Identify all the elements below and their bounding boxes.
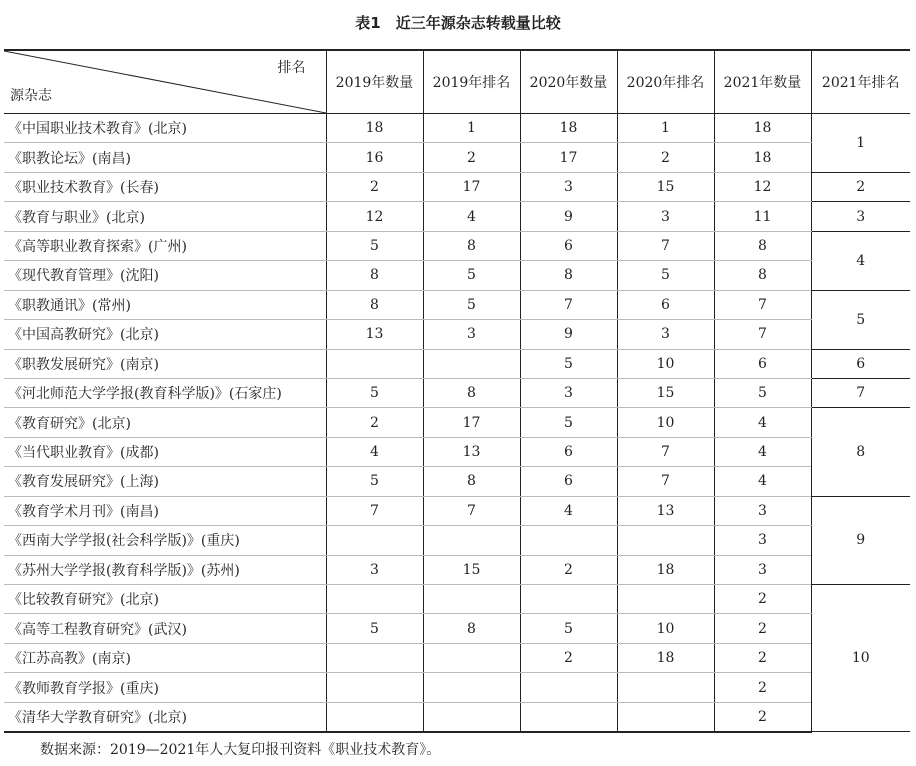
count-cell: 9 (520, 202, 617, 231)
rank-cell: 3 (617, 320, 714, 349)
count-cell (326, 643, 423, 672)
rank-cell (617, 526, 714, 555)
rank-cell: 1 (617, 114, 714, 143)
rank-2021-cell: 7 (811, 378, 910, 407)
journal-name-cell: 《西南大学学报(社会科学版)》(重庆) (4, 526, 326, 555)
table-row (4, 702, 910, 731)
rank-cell: 18 (617, 555, 714, 584)
table-row (4, 673, 910, 702)
rank-cell: 10 (617, 349, 714, 378)
table-header-row (4, 50, 910, 114)
journal-name-cell: 《中国高教研究》(北京) (4, 320, 326, 349)
rank-cell: 5 (423, 290, 520, 319)
count-cell: 4 (326, 437, 423, 466)
journal-name-cell: 《教育与职业》(北京) (4, 202, 326, 231)
count-cell: 2 (714, 673, 811, 702)
journal-name-cell: 《职业技术教育》(长春) (4, 172, 326, 201)
rank-2021-cell: 6 (811, 349, 910, 378)
journal-name-cell: 《高等工程教育研究》(武汉) (4, 614, 326, 643)
journal-name-cell: 《教师教育学报》(重庆) (4, 673, 326, 702)
count-cell: 4 (714, 437, 811, 466)
table-row (4, 114, 910, 143)
table-row (4, 320, 910, 349)
rank-2021-cell: 4 (811, 231, 910, 290)
rank-2021-cell: 10 (811, 585, 910, 732)
column-header: 2019年排名 (423, 50, 520, 114)
table-row (4, 231, 910, 260)
rank-cell: 8 (423, 467, 520, 496)
count-cell: 11 (714, 202, 811, 231)
column-header: 2020年数量 (520, 50, 617, 114)
table-title: 表1 近三年源杂志转载量比较 (355, 14, 561, 32)
count-cell: 12 (326, 202, 423, 231)
count-cell: 8 (520, 261, 617, 290)
rank-cell: 5 (423, 261, 520, 290)
count-cell: 6 (520, 437, 617, 466)
data-source-note: 数据来源：2019—2021年人大复印报刊资料《职业技术教育》。 (40, 742, 441, 758)
journal-name-cell: 《当代职业教育》(成都) (4, 437, 326, 466)
journal-name-cell: 《职教通讯》(常州) (4, 290, 326, 319)
table-row (4, 202, 910, 231)
count-cell (520, 673, 617, 702)
rank-cell: 4 (423, 202, 520, 231)
rank-cell: 17 (423, 172, 520, 201)
table-row (4, 643, 910, 672)
table-row (4, 378, 910, 407)
journal-name-cell: 《职教发展研究》(南京) (4, 349, 326, 378)
column-header: 2019年数量 (326, 50, 423, 114)
count-cell: 3 (714, 555, 811, 584)
count-cell: 3 (714, 526, 811, 555)
table-row (4, 585, 910, 614)
rank-cell: 8 (423, 231, 520, 260)
count-cell: 12 (714, 172, 811, 201)
rank-cell: 8 (423, 378, 520, 407)
rank-cell: 2 (617, 143, 714, 172)
count-cell (520, 526, 617, 555)
rank-cell: 7 (617, 437, 714, 466)
journal-name-cell: 《高等职业教育探索》(广州) (4, 231, 326, 260)
count-cell: 6 (714, 349, 811, 378)
table-row (4, 526, 910, 555)
count-cell: 4 (714, 467, 811, 496)
rank-cell: 3 (617, 202, 714, 231)
rank-cell (617, 702, 714, 731)
rank-cell: 3 (423, 320, 520, 349)
rank-cell: 18 (617, 643, 714, 672)
journal-name-cell: 《中国职业技术教育》(北京) (4, 114, 326, 143)
rank-2021-cell: 3 (811, 202, 910, 231)
count-cell: 8 (326, 290, 423, 319)
rank-2021-cell: 9 (811, 496, 910, 584)
rank-cell (423, 643, 520, 672)
count-cell: 2 (326, 172, 423, 201)
journal-name-cell: 《职教论坛》(南昌) (4, 143, 326, 172)
count-cell: 2 (714, 585, 811, 614)
rank-cell: 15 (617, 172, 714, 201)
count-cell: 5 (326, 378, 423, 407)
journal-name-cell: 《清华大学教育研究》(北京) (4, 702, 326, 731)
rank-cell (423, 702, 520, 731)
journal-name-cell: 《江苏高教》(南京) (4, 643, 326, 672)
rank-cell (423, 585, 520, 614)
journal-name-cell: 《教育学术月刊》(南昌) (4, 496, 326, 525)
table-row (4, 408, 910, 437)
column-header: 2021年数量 (714, 50, 811, 114)
rank-cell: 15 (423, 555, 520, 584)
rank-cell (423, 673, 520, 702)
column-header: 2020年排名 (617, 50, 714, 114)
rank-cell: 2 (423, 143, 520, 172)
count-cell: 8 (714, 231, 811, 260)
count-cell: 9 (520, 320, 617, 349)
count-cell: 3 (520, 172, 617, 201)
rank-cell: 7 (617, 231, 714, 260)
count-cell: 5 (520, 349, 617, 378)
count-cell: 2 (520, 643, 617, 672)
rank-cell: 5 (617, 261, 714, 290)
count-cell: 3 (714, 496, 811, 525)
rank-cell: 15 (617, 378, 714, 407)
count-cell: 8 (326, 261, 423, 290)
count-cell: 18 (714, 114, 811, 143)
column-header: 2021年排名 (811, 50, 910, 114)
corner-label-rank: 排名 (277, 60, 306, 76)
count-cell: 2 (714, 643, 811, 672)
count-cell: 5 (326, 614, 423, 643)
journal-name-cell: 《河北师范大学学报(教育科学版)》(石家庄) (4, 378, 326, 407)
rank-cell: 10 (617, 408, 714, 437)
corner-header-cell (4, 50, 326, 114)
count-cell: 17 (520, 143, 617, 172)
count-cell: 5 (326, 231, 423, 260)
rank-cell: 1 (423, 114, 520, 143)
count-cell: 7 (520, 290, 617, 319)
count-cell: 5 (326, 467, 423, 496)
journal-name-cell: 《教育发展研究》(上海) (4, 467, 326, 496)
count-cell (326, 673, 423, 702)
count-cell: 2 (714, 614, 811, 643)
count-cell: 5 (520, 614, 617, 643)
rank-cell: 13 (617, 496, 714, 525)
table-row (4, 143, 910, 172)
count-cell: 5 (520, 408, 617, 437)
rank-2021-cell: 1 (811, 114, 910, 173)
rank-cell: 10 (617, 614, 714, 643)
rank-cell: 8 (423, 614, 520, 643)
journal-name-cell: 《比较教育研究》(北京) (4, 585, 326, 614)
count-cell: 18 (520, 114, 617, 143)
count-cell: 5 (714, 378, 811, 407)
table-row (4, 496, 910, 525)
count-cell (326, 349, 423, 378)
table-row (4, 172, 910, 201)
rank-cell: 6 (617, 290, 714, 319)
journal-name-cell: 《教育研究》(北京) (4, 408, 326, 437)
count-cell: 18 (326, 114, 423, 143)
table-row (4, 349, 910, 378)
count-cell: 3 (326, 555, 423, 584)
count-cell: 2 (714, 702, 811, 731)
rank-2021-cell: 8 (811, 408, 910, 496)
count-cell (520, 702, 617, 731)
rank-2021-cell: 2 (811, 172, 910, 201)
rank-cell (617, 585, 714, 614)
rank-2021-cell: 5 (811, 290, 910, 349)
count-cell (520, 585, 617, 614)
table-row (4, 555, 910, 584)
count-cell: 4 (520, 496, 617, 525)
count-cell: 6 (520, 467, 617, 496)
count-cell: 2 (520, 555, 617, 584)
table-row (4, 437, 910, 466)
count-cell: 7 (714, 320, 811, 349)
count-cell: 7 (326, 496, 423, 525)
rank-cell: 17 (423, 408, 520, 437)
table-row (4, 467, 910, 496)
journal-name-cell: 《现代教育管理》(沈阳) (4, 261, 326, 290)
journal-table (4, 49, 910, 733)
count-cell: 16 (326, 143, 423, 172)
journal-name-cell: 《苏州大学学报(教育科学版)》(苏州) (4, 555, 326, 584)
count-cell (326, 585, 423, 614)
count-cell (326, 702, 423, 731)
count-cell: 3 (520, 378, 617, 407)
rank-cell: 7 (423, 496, 520, 525)
count-cell: 7 (714, 290, 811, 319)
count-cell: 6 (520, 231, 617, 260)
count-cell: 8 (714, 261, 811, 290)
count-cell (326, 526, 423, 555)
table-row (4, 290, 910, 319)
rank-cell (423, 526, 520, 555)
table-row (4, 261, 910, 290)
rank-cell (617, 673, 714, 702)
rank-cell: 13 (423, 437, 520, 466)
rank-cell (423, 349, 520, 378)
rank-cell: 7 (617, 467, 714, 496)
table-row (4, 614, 910, 643)
count-cell: 18 (714, 143, 811, 172)
count-cell: 4 (714, 408, 811, 437)
corner-label-journal: 源杂志 (10, 88, 52, 104)
count-cell: 2 (326, 408, 423, 437)
count-cell: 13 (326, 320, 423, 349)
